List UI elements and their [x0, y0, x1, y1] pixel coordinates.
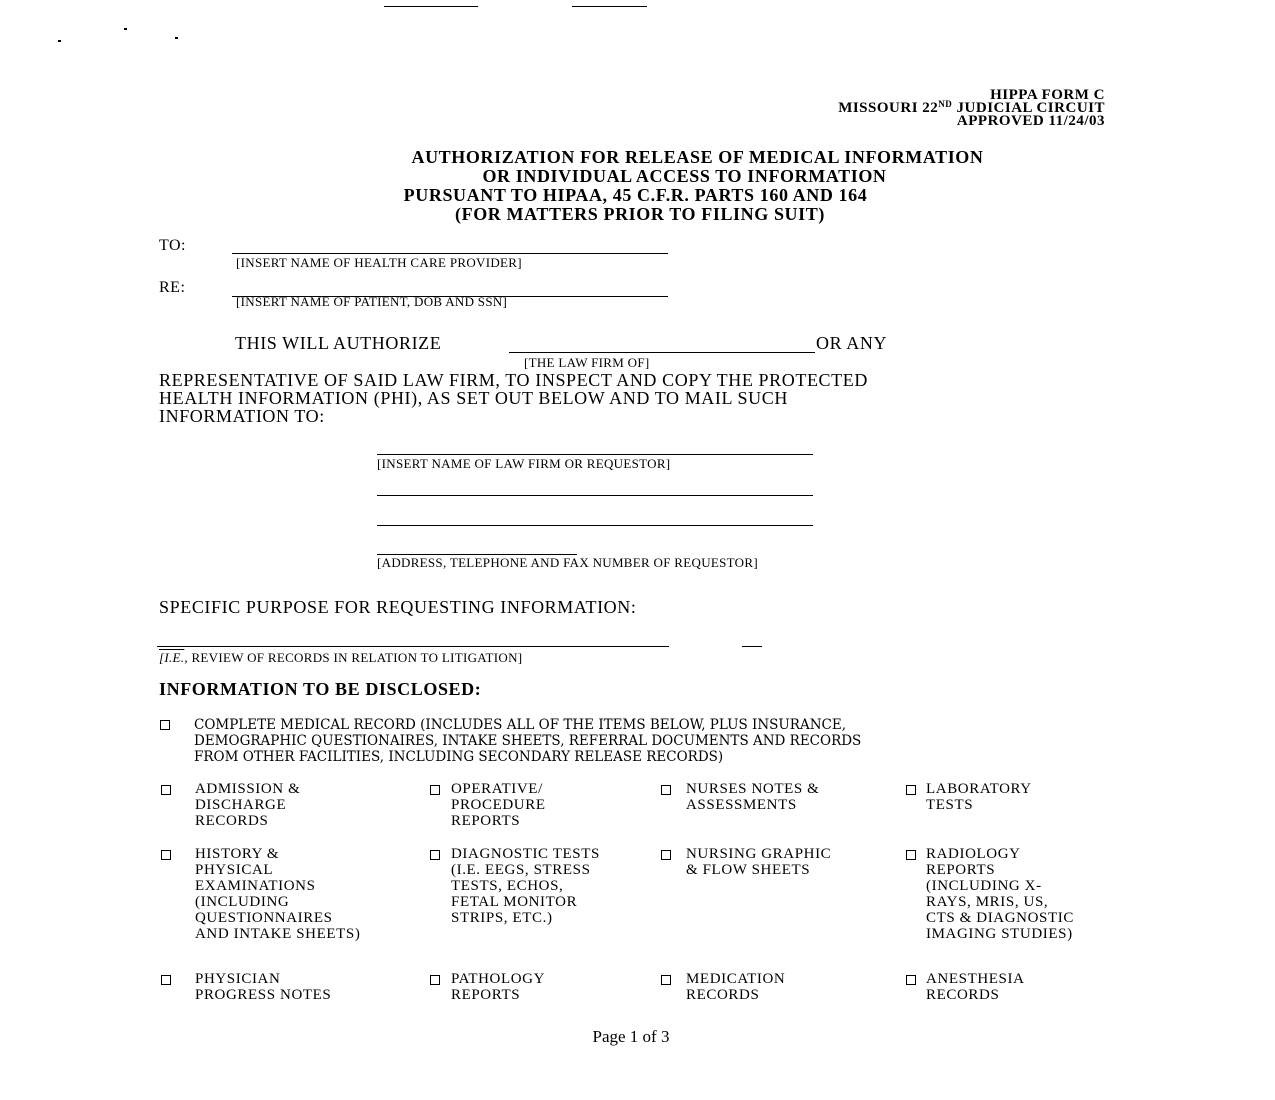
physician-progress-checkbox[interactable] [161, 975, 171, 985]
requestor-address-line-3[interactable] [377, 537, 577, 555]
complete-record-label: COMPLETE MEDICAL RECORD (INCLUDES ALL OF THE ITEMS BELOW, PLUS INSURANCE, DEMOGRAPHIC QUESTIONAIRES, INTAKE SHEETS, REFERRAL DOCUMENTS AND RECORDS FROM OTHER FACILITIES, INCLUDING SECONDARY RELEASE RECORDS) [194, 717, 862, 765]
law-firm-field[interactable] [509, 334, 815, 353]
purpose-line-extra [742, 646, 762, 647]
physician-progress-label: PHYSICIAN PROGRESS NOTES [195, 971, 332, 1003]
diagnostic-tests-label: DIAGNOSTIC TESTS (I.E. EEGS, STRESS TESTS, ECHOS, FETAL MONITOR STRIPS, ETC.) [451, 846, 600, 926]
laboratory-tests-checkbox[interactable] [906, 785, 916, 795]
page-number: Page 1 of 3 [592, 1027, 670, 1046]
operative-procedure-label: OPERATIVE/ PROCEDURE REPORTS [451, 781, 546, 829]
complete-record-checkbox[interactable] [160, 720, 170, 730]
nursing-graphic-label: NURSING GRAPHIC & FLOW SHEETS [686, 846, 832, 878]
approved-date: APPROVED 11/24/03 [956, 113, 1105, 129]
requestor-address-line-2[interactable] [377, 508, 813, 526]
title-line-1: AUTHORIZATION FOR RELEASE OF MEDICAL INFORMATION [411, 147, 984, 167]
nursing-graphic-checkbox[interactable] [661, 850, 671, 860]
to-provider-field[interactable] [232, 236, 668, 254]
radiology-reports-label: RADIOLOGY REPORTS (INCLUDING X- RAYS, MRIS, US, CTS & DIAGNOSTIC IMAGING STUDIES) [926, 846, 1074, 942]
anesthesia-records-checkbox[interactable] [906, 975, 916, 985]
scan-artifact-line [384, 6, 478, 7]
scan-artifact-speck [124, 28, 127, 30]
disclosed-heading: INFORMATION TO BE DISCLOSED: [159, 679, 482, 699]
purpose-label: SPECIFIC PURPOSE FOR REQUESTING INFORMATION: [159, 597, 637, 617]
requestor-name-hint: [INSERT NAME OF LAW FIRM OR REQUESTOR] [377, 456, 671, 471]
form-title [0, 148, 1275, 224]
requestor-name-field[interactable] [377, 437, 813, 455]
history-physical-checkbox[interactable] [161, 850, 171, 860]
requestor-address-hint: [ADDRESS, TELEPHONE AND FAX NUMBER OF REQUESTOR] [377, 555, 758, 570]
form-name: HIPPA FORM C [990, 87, 1105, 103]
medication-records-checkbox[interactable] [661, 975, 671, 985]
nurses-notes-checkbox[interactable] [661, 785, 671, 795]
operative-procedure-checkbox[interactable] [430, 785, 440, 795]
nurses-notes-label: NURSES NOTES & ASSESSMENTS [686, 781, 820, 813]
pathology-reports-checkbox[interactable] [430, 975, 440, 985]
medication-records-label: MEDICATION RECORDS [686, 971, 786, 1003]
requestor-address-line-1[interactable] [377, 478, 813, 496]
circuit-name: MISSOURI 22ND JUDICIAL CIRCUIT [838, 99, 1105, 116]
history-physical-label: HISTORY & PHYSICAL EXAMINATIONS (INCLUDING QUESTIONNAIRES AND INTAKE SHEETS) [195, 846, 361, 942]
purpose-hint: [I.E., REVIEW OF RECORDS IN RELATION TO LITIGATION] [159, 650, 523, 665]
form-header [838, 89, 1105, 128]
diagnostic-tests-checkbox[interactable] [430, 850, 440, 860]
scan-artifact-line [572, 6, 647, 7]
admission-discharge-label: ADMISSION & DISCHARGE RECORDS [195, 781, 301, 829]
authorize-prefix: THIS WILL AUTHORIZE [235, 333, 442, 353]
radiology-reports-checkbox[interactable] [906, 850, 916, 860]
title-line-2: OR INDIVIDUAL ACCESS TO INFORMATION [482, 166, 887, 186]
authorize-body: REPRESENTATIVE OF SAID LAW FIRM, TO INSPECT AND COPY THE PROTECTED HEALTH INFORMATION (PHI), AS SET OUT BELOW AND TO MAIL SUCH INFORMATION TO: [159, 370, 868, 426]
authorize-suffix: OR ANY [816, 333, 888, 353]
purpose-field[interactable] [157, 630, 669, 647]
to-label: TO: [159, 237, 186, 254]
re-label: RE: [159, 279, 186, 296]
to-hint: [INSERT NAME OF HEALTH CARE PROVIDER] [236, 255, 522, 270]
pathology-reports-label: PATHOLOGY REPORTS [451, 971, 546, 1003]
scan-artifact-speck [175, 37, 178, 39]
title-line-4: (FOR MATTERS PRIOR TO FILING SUIT) [455, 204, 825, 224]
re-hint: [INSERT NAME OF PATIENT, DOB AND SSN] [236, 294, 508, 309]
law-firm-hint: [THE LAW FIRM OF] [524, 355, 650, 370]
admission-discharge-checkbox[interactable] [161, 785, 171, 795]
title-line-3: PURSUANT TO HIPAA, 45 C.F.R. PARTS 160 AND 164 [403, 185, 868, 205]
anesthesia-records-label: ANESTHESIA RECORDS [926, 971, 1025, 1003]
scan-artifact-speck [58, 40, 61, 42]
laboratory-tests-label: LABORATORY TESTS [926, 781, 1032, 813]
